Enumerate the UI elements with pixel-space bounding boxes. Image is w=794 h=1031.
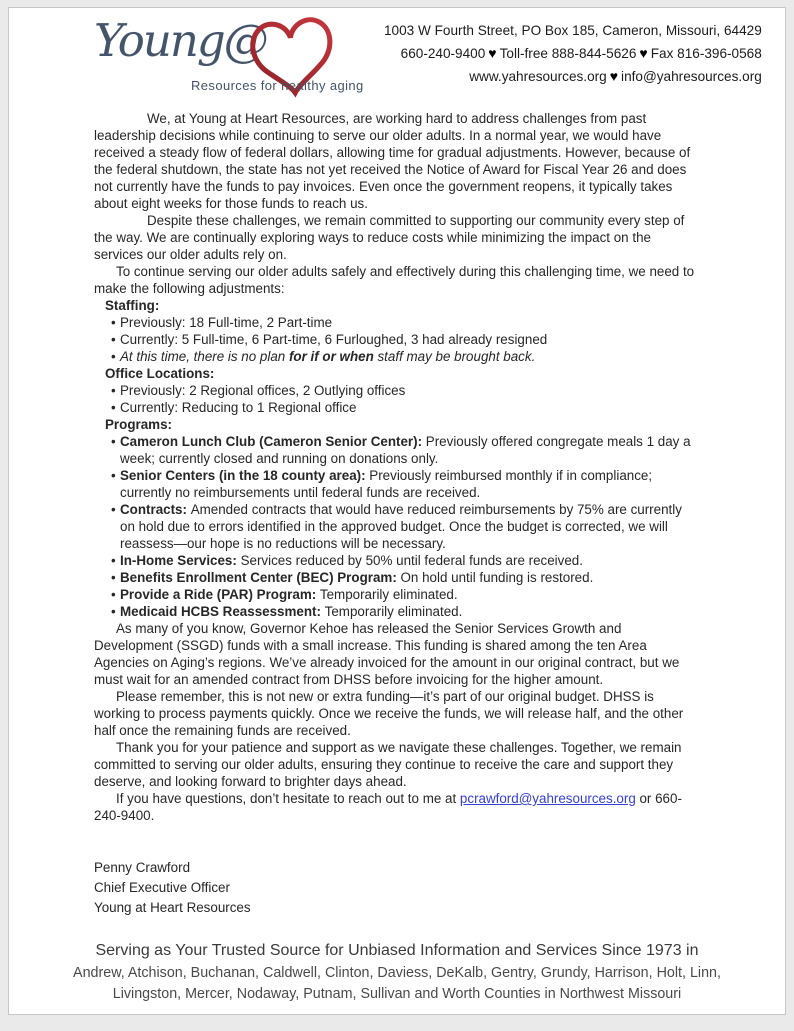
text-run: Temporarily eliminated. [324, 604, 463, 619]
org-logo [94, 14, 384, 102]
text-run: staff may be brought back. [373, 349, 536, 364]
signature-org: Young at Heart Resources [94, 900, 251, 915]
bullet-item [105, 552, 699, 569]
heart-icon: ♥ [488, 45, 497, 61]
text-run: If you have questions, don’t hesitate to reach out to me at [116, 791, 460, 806]
bullet-icon: • [111, 383, 116, 398]
bullet-text [120, 603, 699, 620]
bullet-text [120, 399, 699, 416]
bullet-text [120, 467, 699, 501]
bullet-icon: • [111, 502, 116, 517]
paragraph [94, 212, 699, 263]
text-run: Previously: 2 Regional offices, 2 Outlying offices [120, 383, 406, 398]
footer-counties-2: Livingston, Mercer, Nodaway, Putnam, Sullivan and Worth Counties in Northwest Missouri [112, 985, 682, 1002]
text-run: Despite these challenges, we remain committed to supporting our community every step of the way. We are continually exploring ways to reduce costs while minimizing the impact on the services our older adults rely on. [94, 213, 685, 262]
bullet-item [105, 586, 699, 603]
text-run: Medicaid HCBS Reassessment: [120, 604, 325, 619]
section-heading [105, 416, 699, 433]
paragraph [94, 263, 699, 297]
page-footer [9, 942, 785, 1004]
bullet-icon: • [111, 587, 116, 602]
bullet-icon: • [111, 332, 116, 347]
bullet-text [120, 569, 699, 586]
text-run: At this time, there is no plan [120, 349, 289, 364]
text-run: Previously offered congregate meals 1 day a week; currently closed and running on donations only. [120, 434, 691, 466]
paragraph [94, 790, 699, 824]
bullet-icon: • [111, 468, 116, 483]
text-run: Benefits Enrollment Center (BEC) Program: [120, 570, 401, 585]
contact-email: info@yahresources.org [621, 69, 762, 84]
section-heading [105, 365, 699, 382]
letter-body [9, 102, 785, 824]
bullet-icon: • [111, 400, 116, 415]
paragraph [94, 688, 699, 739]
footer-counties-1: Andrew, Atchison, Buchanan, Caldwell, Clinton, Daviess, DeKalb, Gentry, Grundy, Harrison, Holt, Linn, [73, 965, 721, 981]
text-run: Previously: 18 Full-time, 2 Part-time [120, 315, 333, 330]
bullet-item [105, 399, 699, 416]
text-run: Senior Centers (in the 18 county area): [120, 468, 370, 483]
contact-web [384, 65, 762, 88]
bullet-item [105, 501, 699, 552]
bullet-text [120, 552, 699, 569]
paragraph [94, 620, 699, 688]
letterhead [9, 8, 785, 102]
text-run: Office Locations: [105, 366, 215, 381]
tollfree-number: Toll-free 888-844-5626 [499, 46, 637, 61]
bullet-item [105, 348, 699, 365]
text-run: or 660-240-9400. [94, 791, 682, 823]
signature-name: Penny Crawford [94, 860, 191, 875]
bullet-text [120, 314, 699, 331]
logo-tagline: Resources for healthy aging [191, 78, 364, 93]
logo-wordmark: Young@ [94, 14, 267, 67]
paragraph [94, 739, 699, 790]
text-run: Cameron Lunch Club (Cameron Senior Center): [120, 434, 426, 449]
text-run: Staffing: [105, 298, 160, 313]
signature-title: Chief Executive Officer [94, 880, 230, 895]
text-run: Provide a Ride (PAR) Program: [120, 587, 320, 602]
bullet-text [120, 433, 699, 467]
bullet-text [120, 501, 699, 552]
bullet-item [105, 603, 699, 620]
bullet-item [105, 433, 699, 467]
bullet-icon: • [111, 553, 116, 568]
text-run: Temporarily eliminated. [319, 587, 458, 602]
bullet-icon: • [111, 349, 116, 364]
text-run: Previously reimbursed monthly if in compliance; currently no reimbursements until federal funds are received. [120, 468, 653, 500]
contact-address: 1003 W Fourth Street, PO Box 185, Cameron, Missouri, 64429 [384, 23, 762, 38]
website-url: www.yahresources.org [469, 69, 607, 84]
text-run: Currently: 5 Full-time, 6 Part-time, 6 Furloughed, 3 had already resigned [120, 332, 548, 347]
footer-tagline: Serving as Your Trusted Source for Unbiased Information and Services Since 1973 in [95, 942, 699, 959]
bullet-icon: • [111, 315, 116, 330]
bullet-item [105, 569, 699, 586]
text-run: As many of you know, Governor Kehoe has released the Senior Services Growth and Development (SSGD) funds with a small increase. This funding is shared among the ten Area Agencies on Aging’s regions. We’ve already invoiced for the amount in our original contract, but we must wait for an amended contract from DHSS before invoicing for the higher amount. [94, 621, 680, 687]
bullet-item [105, 382, 699, 399]
text-run: Currently: Reducing to 1 Regional office [120, 400, 357, 415]
bullet-text [120, 348, 699, 365]
text-run: To continue serving our older adults safely and effectively during this challenging time, we need to make the following adjustments: [94, 264, 695, 296]
letter-page [8, 7, 786, 1015]
text-run: for if or when [288, 349, 374, 364]
bullet-item [105, 314, 699, 331]
paragraph [94, 110, 699, 212]
bullet-icon: • [111, 604, 116, 619]
bullet-text [120, 586, 699, 603]
section-heading [105, 297, 699, 314]
heart-icon: ♥ [639, 45, 648, 61]
text-run: Contracts: [120, 502, 191, 517]
phone-number: 660-240-9400 [400, 46, 486, 61]
text-run: Thank you for your patience and support as we navigate these challenges. Together, we remain committed to serving our older adults, ensuring they continue to receive the care and support they deserve, and looking forward to brighter days ahead. [94, 740, 682, 789]
contact-phones [384, 42, 762, 65]
bullet-item [105, 467, 699, 501]
text-run: Amended contracts that would have reduced reimbursements by 75% are currently on hold due to errors identified in the approved budget. Once the budget is corrected, we will reassess—our hope is no reductions will be necessary. [120, 502, 682, 551]
text-run: Services reduced by 50% until federal funds are received. [240, 553, 583, 568]
text-run: On hold until funding is restored. [400, 570, 594, 585]
bullet-icon: • [111, 570, 116, 585]
text-run: Programs: [105, 417, 172, 432]
text-run: We, at Young at Heart Resources, are working hard to address challenges from past leadership decisions while continuing to serve our older adults. In a normal year, we would have received a steady flow of federal dollars, allowing time for gradual adjustments. However, because of the federal shutdown, the state has not yet received the Notice of Award for Fiscal Year 26 and does not currently have the funds to pay invoices. Even once the government reopens, it typically takes about eight weeks for those funds to reach us. [94, 111, 691, 211]
heart-icon: ♥ [609, 68, 619, 84]
signature-block [9, 850, 785, 918]
bullet-text [120, 331, 699, 348]
text-run: Please remember, this is not new or extra funding—it’s part of our original budget. DHSS is working to process payments quickly. Once we receive the funds, we will release half, and the other half once the remaining funds are received. [94, 689, 684, 738]
bullet-item [105, 331, 699, 348]
text-run: In-Home Services: [120, 553, 241, 568]
bullet-icon: • [111, 434, 116, 449]
fax-number: Fax 816-396-0568 [650, 46, 762, 61]
contact-info [384, 18, 762, 88]
email-link[interactable]: pcrawford@yahresources.org [459, 791, 636, 806]
bullet-text [120, 382, 699, 399]
